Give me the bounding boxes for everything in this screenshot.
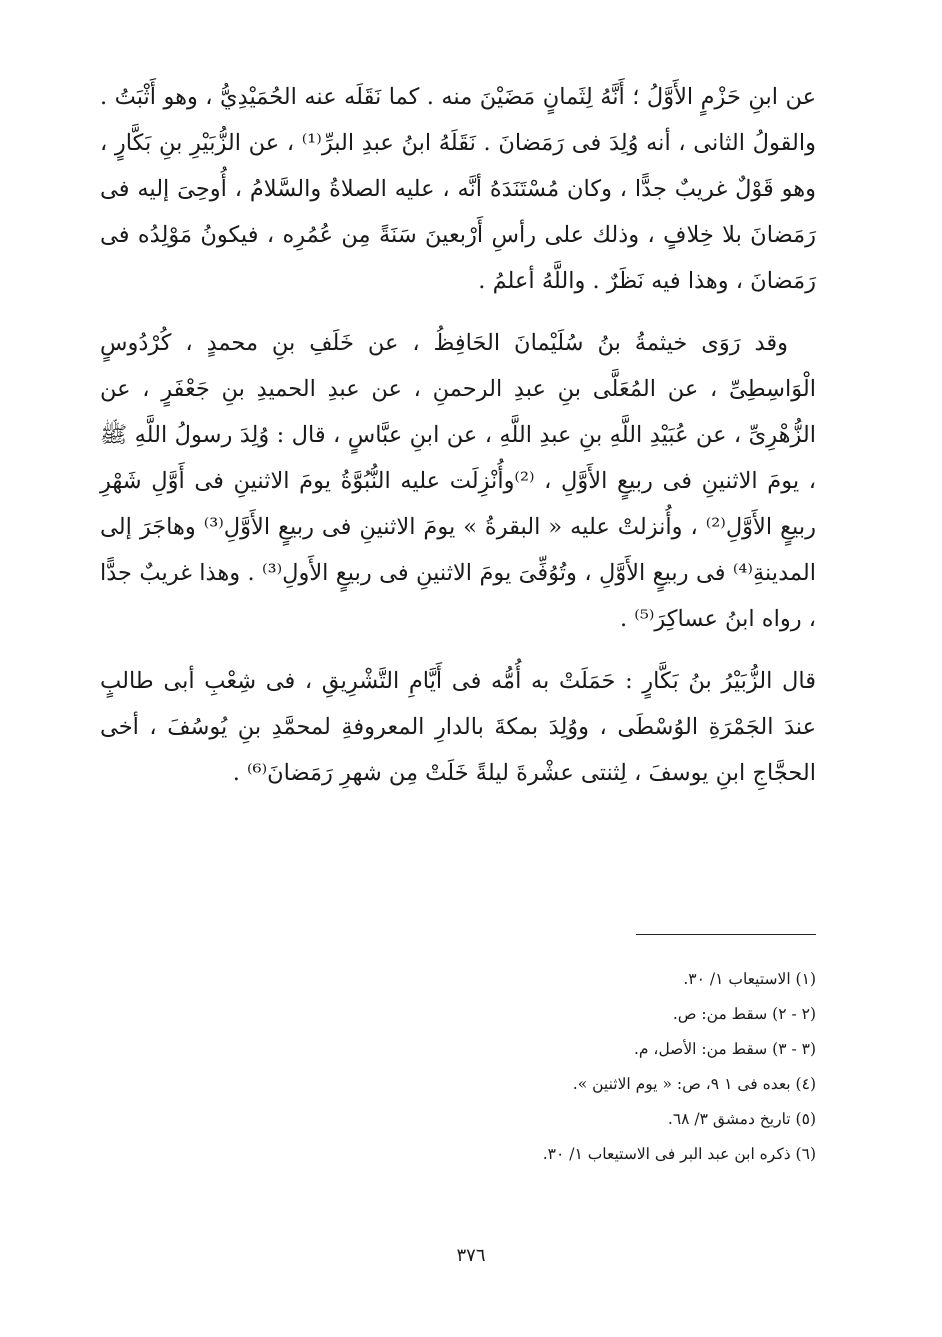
page-number: ٣٧٦	[456, 1245, 486, 1266]
paragraph-2: وقد رَوَى خيثمةُ بنُ سُلَيْمانَ الحَافِظُ ، عن خَلَفِ بنِ محمدٍ ، كُرْدُوسٍ الْوَاسِطِىِّ ، عن المُعَلَّى بنِ عبدِ الرحمنِ ، عن عبدِ الحميدِ بنِ جَعْفَرٍ ، عن الزُّهْرِىِّ ، عن عُبَيْدِ اللَّهِ بنِ عبدِ اللَّهِ ، عن ابنِ عبَّاسٍ ، قال : وُلِدَ رسولُ اللَّهِ ﷺ ، يومَ الاثنينِ فى ربيعٍ الأَوَّلِ ، ⁽²⁾وأُنْزِلَت عليه النُّبُوَّةُ يومَ الاثنينِ فى أَوَّلِ شَهْرِ ربيعٍ الأَوَّلِ⁽²⁾ ، وأُنزلتْ عليه « البقرةُ » يومَ الاثنينِ فى ربيعٍ الأَوَّلِ⁽³⁾ وهاجَرَ إلى المدينةِ⁽⁴⁾ فى ربيعٍ الأَوَّلِ ، وتُوُفِّىَ يومَ الاثنينِ فى ربيعٍ الأَولِ⁽³⁾ . وهذا غريبٌ جدًّا ، رواه ابنُ عساكِرَ⁽⁵⁾ .	[100, 330, 817, 632]
footnote-1: (١) الاستيعاب ١/ ٣٠.	[683, 970, 816, 988]
footnote-2: (٢ - ٢) سقط من: ص.	[672, 1005, 816, 1023]
main-text	[100, 74, 816, 796]
footnote-divider	[636, 934, 816, 935]
paragraph-3: قال الزُّبَيْرُ بنُ بَكَّارٍ : حَمَلَتْ به أُمُّه فى أَيَّامِ التَّشْرِيقِ ، فى شِعْبِ أبى طالبٍ عندَ الجَمْرَةِ الوُسْطَى ، ووُلِدَ بمكةَ بالدارِ المعروفةِ لمحمَّدِ بنِ يُوسُفَ ، أخى الحجَّاجِ ابنِ يوسفَ ، لِثنتى عشْرةَ ليلةً خَلَتْ مِن شهرِ رَمَضانَ⁽⁶⁾ .	[100, 668, 816, 786]
paragraph-1: عن ابنِ حَزْمٍ الأَوَّلُ ؛ أَنَّهُ لِثَمانٍ مَضَيْنَ منه . كما نَقَلَه عنه الحُمَيْدِيُّ ، وهو أَثْبَتُ . والقولُ الثانى ، أنه وُلِدَ فى رَمَضانَ . نَقَلَهُ ابنُ عبدِ البرِّ⁽¹⁾ ، عن الزُّبَيْرِ بنِ بَكَّارٍ ، وهو قَوْلٌ غريبٌ جدًّا ، وكان مُسْتَنَدَهُ أنَّه ، عليه الصلاةُ والسَّلامُ ، أُوحِىَ إليه فى رَمَضانَ بلا خِلافٍ ، وذلك على رأسِ أَرْبعينَ سَنَةً مِن عُمُرِه ، فيكونُ مَوْلِدُه فى رَمَضانَ ، وهذا فيه نَظَرٌ . واللَّهُ أعلمُ .	[100, 84, 816, 294]
footnote-3: (٣ - ٣) سقط من: الأصل، م.	[633, 1040, 816, 1058]
footnotes	[300, 962, 816, 1172]
footnote-4: (٤) بعده فى ١ ٩، ص: « يوم الاثنين ».	[572, 1075, 816, 1093]
footnote-5: (٥) تاريخ دمشق ٣/ ٦٨.	[667, 1110, 816, 1128]
footnote-6: (٦) ذكره ابن عبد البر فى الاستيعاب ١/ ٣٠.	[542, 1145, 816, 1163]
